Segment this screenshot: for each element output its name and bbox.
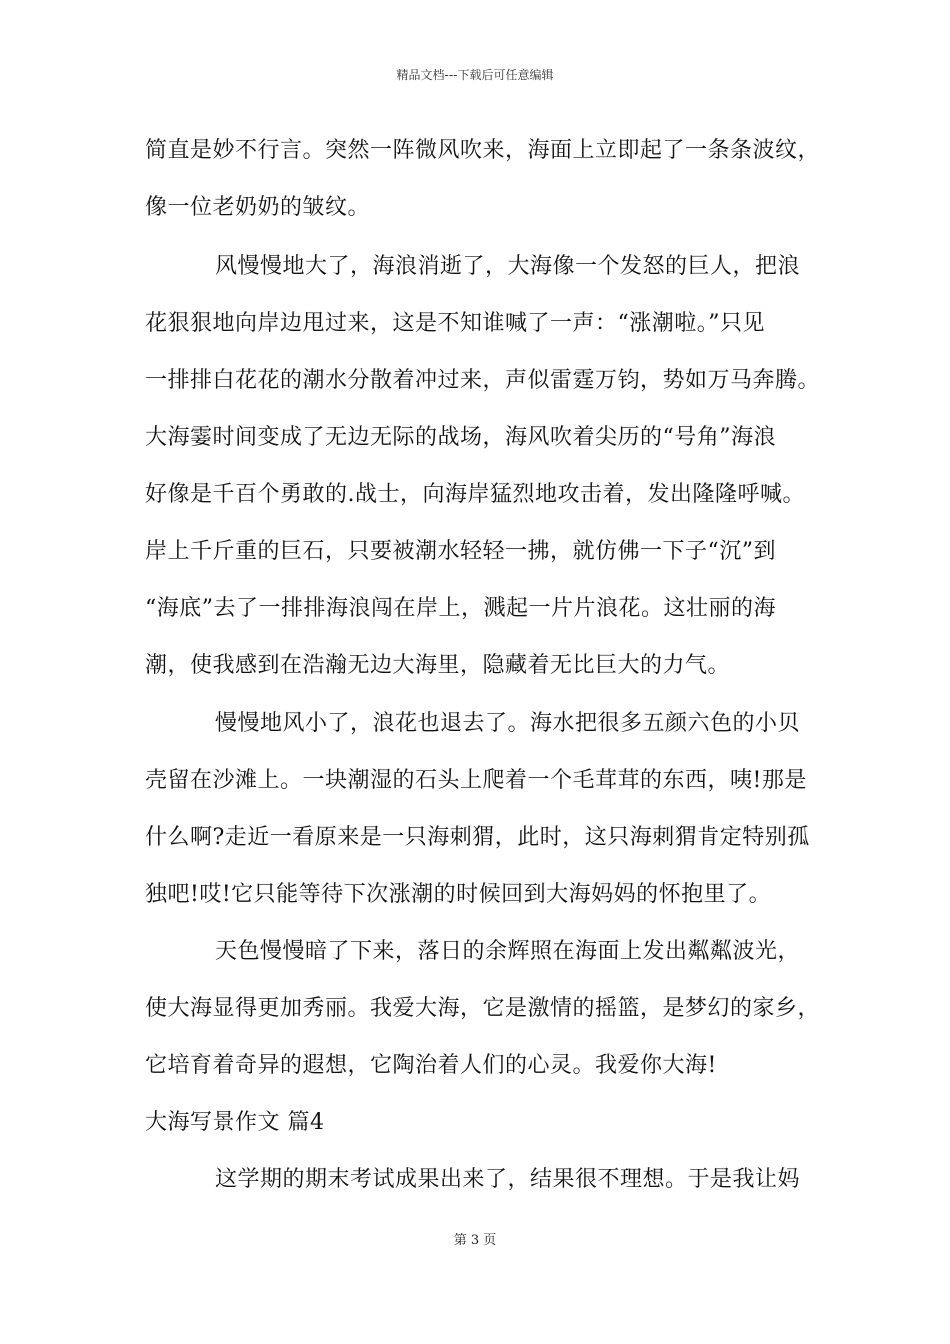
text-line: 花狠狠地向岸边甩过来，这是不知谁喊了一声：“涨潮啦。”只见: [145, 311, 765, 336]
text-line: 天色慢慢暗了下来，落日的余辉照在海面上发出粼粼波光，: [215, 939, 801, 964]
text-line: 使大海显得更加秀丽。我爱大海，它是激情的摇篮，是梦幻的家乡，: [145, 996, 821, 1021]
text-line: 慢慢地风小了，浪花也退去了。海水把很多五颜六色的小贝: [215, 711, 801, 736]
text-line: 什么啊?走近一看原来是一只海刺猬，此时，这只海刺猬肯定特别孤: [145, 825, 810, 850]
text-line: 像一位老奶奶的皱纹。: [145, 195, 371, 220]
text-line: 潮，使我感到在浩瀚无边大海里，隐藏着无比巨大的力气。: [145, 653, 731, 678]
text-line: “海底”去了一排排海浪闯在岸上，溅起一片片浪花。这壮丽的海: [145, 596, 776, 621]
text-line: 风慢慢地大了，海浪消逝了，大海像一个发怒的巨人，把浪: [215, 254, 801, 279]
page-number: 第 3 页: [453, 1233, 497, 1248]
text-line: 好像是千百个勇敢的.战士，向海岸猛烈地攻击着，发出隆隆呼喊。: [145, 482, 805, 507]
text-line: 壳留在沙滩上。一块潮湿的石头上爬着一个毛茸茸的东西，咦!那是: [145, 768, 807, 793]
text-line: 岸上千斤重的巨石，只要被潮水轻轻一拂，就仿佛一下子“沉”到: [145, 539, 776, 564]
text-line: 大海霎时间变成了无边无际的战场，海风吹着尖历的“号角”海浪: [145, 425, 776, 450]
text-line: 独吧!哎!它只能等待下次涨潮的时候回到大海妈妈的怀抱里了。: [145, 882, 772, 907]
text-line: 它培育着奇异的遐想，它陶治着人们的心灵。我爱你大海!: [145, 1053, 717, 1078]
section-heading: 大海写景作文 篇4: [145, 1110, 325, 1135]
text-line: 简直是妙不行言。突然一阵微风吹来，海面上立即起了一条条波纹，: [145, 138, 821, 163]
page-header: 精品文档---下载后可任意编辑: [396, 68, 554, 82]
text-line: 这学期的期末考试成果出来了，结果很不理想。于是我让妈: [215, 1167, 801, 1192]
text-line: 一排排白花花的潮水分散着冲过来，声似雷霆万钧，势如万马奔腾。: [145, 368, 821, 393]
